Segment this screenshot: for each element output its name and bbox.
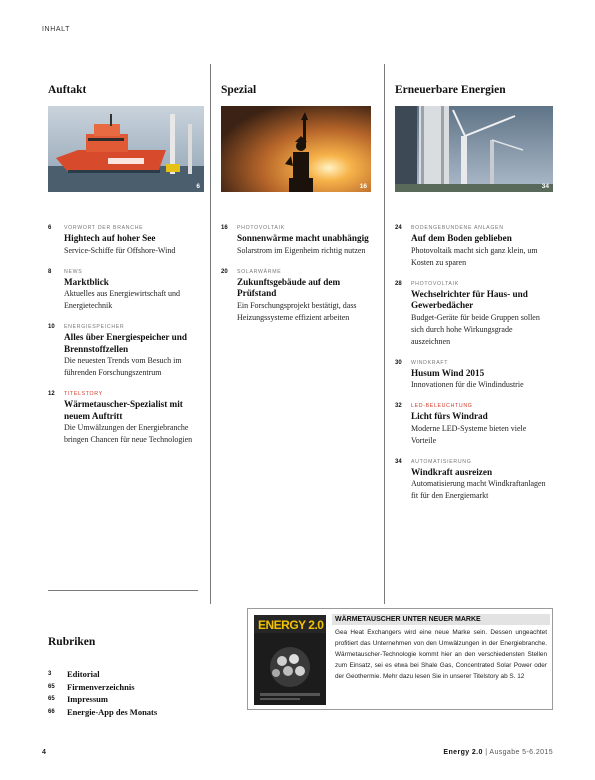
entry-page: 20 (221, 268, 228, 275)
entry-deck: Service-Schiffe für Offshore-Wind (64, 245, 176, 255)
image-page-number: 34 (541, 183, 549, 190)
ship-image[interactable] (48, 106, 204, 192)
entry-deck: Photovoltaik macht sich ganz klein, um Kosten zu sparen (411, 245, 538, 267)
entry-deck: Innovationen für die Windindustrie (411, 380, 524, 389)
page-number: 4 (42, 749, 46, 756)
column-erneuerbare-energien (395, 64, 553, 513)
entry-deck: Solarstrom im Eigenheim richtig nutzen (237, 245, 366, 255)
entry-list (221, 224, 371, 324)
rubriken-title: Rubriken (48, 636, 96, 648)
toc-entry[interactable] (221, 224, 371, 257)
toc-entry[interactable] (395, 458, 553, 503)
toc-entry[interactable] (221, 268, 371, 324)
entry-headline: Zukunftsgebäude auf dem Prüfstand (237, 276, 341, 298)
rubrik-label: Impressum (67, 694, 108, 704)
windturbine-image[interactable] (395, 106, 553, 192)
entry-page: 10 (48, 324, 55, 330)
footer-issue (443, 749, 553, 756)
rubrik-item[interactable] (48, 706, 198, 719)
rubrik-page: 65 (48, 683, 55, 690)
entry-deck: Moderne LED-Systeme bieten viele Vorteile (411, 423, 527, 445)
entry-headline: Husum Wind 2015 (411, 367, 485, 378)
toc-entry[interactable] (48, 268, 204, 313)
entry-headline: Windkraft ausreizen (411, 466, 493, 477)
teaser-headline: WÄRMETAUSCHER UNTER NEUER MARKE (332, 614, 550, 625)
footer-separator: | (485, 749, 490, 756)
toc-entry[interactable] (395, 224, 553, 269)
divider-rule (48, 590, 198, 591)
rubrik-label: Energie-App des Monats (67, 706, 158, 717)
entry-page: 32 (395, 403, 402, 409)
entry-page: 34 (395, 458, 402, 465)
entry-kicker: AUTOMATISIERUNG (411, 458, 472, 465)
teaser-text: Gea Heat Exchangers wird eine neue Marke sein. Dessen ungeachtet profitiert das Unternehmen von den Umwälzungen in der Energiebranche. Wärmetauscher-Technologie kommt hier an den verschiedensten Stellen zum Einsatz, sei es etwa bei Shale Gas, Concentrated Solar Power oder der Geothermie. Mehr dazu lesen Sie in unserer Titelstory ab S. 12 (335, 629, 547, 680)
entry-page: 6 (48, 225, 52, 231)
entry-deck: Die neuesten Trends vom Besuch im führenden Forschungszentrum (64, 356, 182, 377)
entry-headline: Hightech auf hoher See (64, 233, 156, 243)
entry-list (48, 224, 204, 446)
toc-entry[interactable] (395, 280, 553, 348)
entry-headline: Licht fürs Windrad (411, 411, 488, 421)
column-title: Spezial (221, 84, 257, 96)
rubriken-list (48, 668, 198, 718)
rubrik-item[interactable] (48, 668, 198, 681)
column-divider (210, 64, 211, 604)
footer-magazine: Energy 2.0 (443, 749, 483, 756)
statue-image[interactable] (221, 106, 371, 192)
entry-page: 8 (48, 268, 52, 275)
toc-entry[interactable] (48, 390, 204, 446)
entry-headline: Wärmetauscher-Spezialist mit neuem Auftritt (64, 399, 183, 421)
entry-deck: Ein Forschungsprojekt bestätigt, dass Heizungssysteme effizient arbeiten (237, 300, 357, 322)
teaser-body (332, 609, 550, 684)
entry-headline: Marktblick (64, 276, 109, 287)
entry-kicker: NEWS (64, 268, 83, 275)
entry-kicker: PHOTOVOLTAIK (411, 280, 459, 287)
entry-deck: Die Umwälzungen der Energiebranche bringen Chancen für neue Technologien (64, 423, 193, 444)
entry-kicker: WINDKRAFT (411, 359, 449, 366)
column-title: Erneuerbare Energien (395, 84, 506, 96)
cover-title: ENERGY 2.0 (258, 618, 324, 632)
rubrik-item[interactable] (48, 681, 198, 694)
entry-kicker: BODENGEBUNDENE ANLAGEN (411, 225, 504, 231)
entry-kicker: LED-BELEUCHTUNG (411, 403, 473, 409)
column-divider (384, 64, 385, 604)
rubrik-page: 66 (48, 708, 55, 715)
entry-page: 12 (48, 391, 55, 397)
rubrik-item[interactable] (48, 693, 198, 706)
entry-kicker: ENERGIESPEICHER (64, 324, 125, 330)
entry-deck: Automatisierung macht Windkraftanlagen fit für den Energiemarkt (411, 479, 546, 500)
image-page-number: 6 (196, 183, 200, 190)
column-auftakt (48, 64, 204, 457)
entry-headline: Wechselrichter für Haus- und Gewerbedächer (411, 288, 528, 310)
toc-entry[interactable] (395, 359, 553, 392)
entry-deck: Aktuelles aus Energiewirtschaft und Energietechnik (64, 289, 181, 310)
entry-kicker: TITELSTORY (64, 391, 103, 397)
entry-page: 16 (221, 225, 228, 231)
section-label: INHALT (42, 26, 70, 33)
entry-headline: Alles über Energiespeicher und Brennstoffzellen (64, 332, 187, 354)
rubrik-page: 65 (48, 696, 55, 702)
image-page-number: 16 (359, 183, 367, 190)
toc-entry[interactable] (48, 224, 204, 257)
toc-entry[interactable] (48, 323, 204, 379)
column-spezial (221, 64, 371, 335)
footer-issue-text: Ausgabe 5-6.2015 (489, 749, 553, 756)
magazine-cover-image (254, 615, 326, 705)
entry-page: 28 (395, 280, 402, 287)
rubrik-label: Firmenverzeichnis (67, 681, 135, 692)
entry-deck: Budget-Geräte für beide Gruppen sollen sich durch hohe Wirkungsgrade auszeichnen (411, 312, 540, 346)
entry-headline: Auf dem Boden geblieben (411, 233, 512, 243)
cover-story-teaser[interactable] (247, 608, 553, 710)
entry-list (395, 224, 553, 502)
entry-page: 30 (395, 359, 402, 366)
toc-entry[interactable] (395, 402, 553, 447)
entry-kicker: PHOTOVOLTAIK (237, 225, 285, 231)
column-title: Auftakt (48, 84, 87, 96)
rubrik-label: Editorial (67, 669, 100, 679)
entry-kicker: SOLARWÄRME (237, 268, 282, 275)
entry-page: 24 (395, 225, 402, 231)
rubrik-page: 3 (48, 671, 52, 677)
entry-headline: Sonnenwärme macht unabhängig (237, 233, 369, 243)
entry-kicker: VORWORT DER BRANCHE (64, 225, 144, 231)
